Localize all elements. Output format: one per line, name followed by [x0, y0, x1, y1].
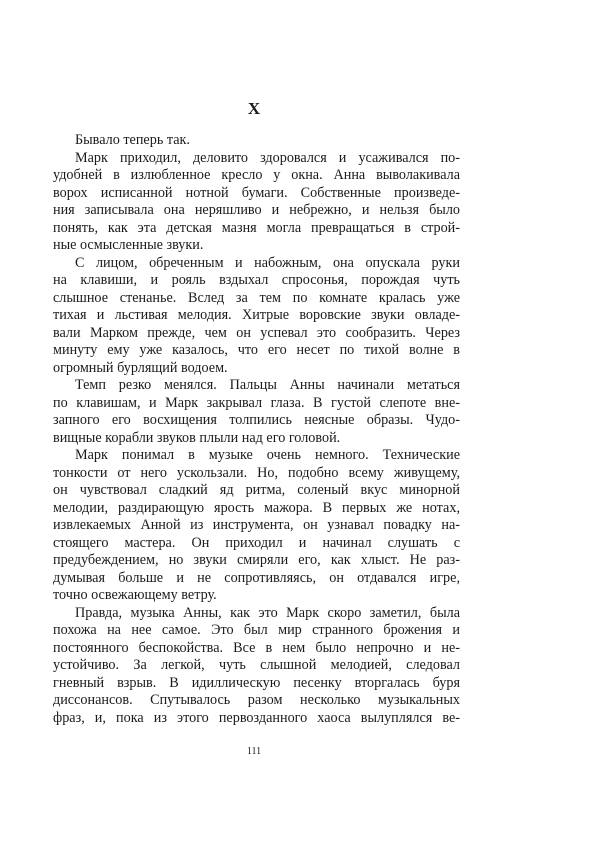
- text-line: Темп резко менялся. Пальцы Анны начинали метаться: [75, 377, 460, 393]
- text-line: мелодии, раздирающую ярость мажора. В первых же нотах,: [53, 499, 460, 516]
- text-line: ворох исписанной нотной бумаги. Собственные произведе-: [53, 184, 460, 201]
- text-line: слышное стенанье. Вслед за тем по комнате кралась уже: [53, 289, 460, 306]
- text-line: С лицом, обреченным и набожным, она опускала руки: [75, 254, 460, 271]
- text-line: на клавиши, и рояль вздыхал спросонья, порождая чуть: [53, 272, 460, 288]
- text-line: Правда, музыка Анны, как это Марк скоро заметил, была: [75, 604, 460, 621]
- text-line: огромный бурлящий водоем.: [53, 359, 228, 376]
- text-line: предубеждением, но звуки смиряли его, как хлыст. Не раз-: [53, 552, 460, 568]
- text-line: извлекаемых Анной из инструмента, он узнавал повадку на-: [53, 517, 460, 533]
- text-line: ния записывала она неряшливо и небрежно, и нельзя было: [53, 202, 460, 218]
- text-line: постоянного беспокойства. Все в нем было непрочно и не-: [53, 639, 460, 656]
- text-line: похожа на нее самое. Это был мир странного брожения и: [53, 622, 460, 638]
- text-line: фраз, и, пока из этого первозданного хаоса вылуплялся ве-: [53, 709, 460, 726]
- text-line: стоящего мастера. Он приходил и начинал слушать с: [53, 534, 460, 551]
- text-line: по клавишам, и Марк закрывал глаза. В густой слепоте вне-: [53, 394, 460, 411]
- text-line: тихая и льстивая мелодия. Хитрые воровские звуки овладе-: [53, 307, 460, 323]
- text-line: вали Марком прежде, чем он успевал это сообразить. Через: [53, 324, 460, 341]
- text-line: устойчиво. За легкой, чуть слышной мелодией, следовал: [53, 657, 460, 673]
- text-line: Бывало теперь так.: [75, 132, 190, 148]
- text-line: диссонансов. Спутывалось разом несколько музыкальных: [53, 692, 460, 708]
- text-line: тонкости от него ускользали. Но, подобно всему живущему,: [53, 464, 460, 481]
- text-line: он чувствовал сладкий яд ритма, соленый вкус минорной: [53, 482, 460, 498]
- text-line: гневный взрыв. В идиллическую песенку вторгалась буря: [53, 674, 460, 691]
- chapter-heading: X: [247, 99, 261, 118]
- text-line: Марк приходил, деловито здоровался и усаживался по-: [75, 149, 460, 166]
- text-line: Марк понимал в музыке очень немного. Технические: [75, 447, 460, 463]
- text-line: удобней в излюбленное кресло у окна. Анна выволакивала: [53, 167, 460, 183]
- text-line: запного его восхищения толпились неясные образы. Чудо-: [53, 412, 460, 428]
- text-line: понять, как эта детская мазня могла превращаться в строй-: [53, 219, 460, 236]
- text-line: вищные корабли звуков плыли над его головой.: [53, 429, 341, 446]
- text-line: точно освежающему ветру.: [53, 587, 217, 603]
- text-line: ные осмысленные звуки.: [53, 237, 204, 253]
- text-line: минуту ему уже казалось, что его несет по тихой волне в: [53, 342, 460, 358]
- text-line: думывая больше и не сопротивляясь, он отдавался игре,: [53, 569, 460, 586]
- page-number: 111: [246, 746, 262, 757]
